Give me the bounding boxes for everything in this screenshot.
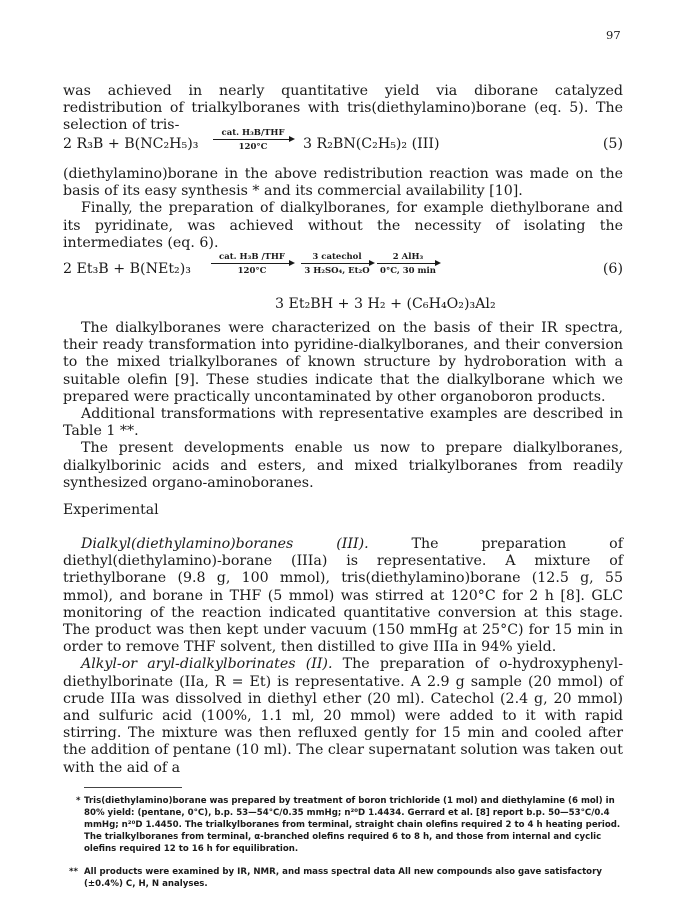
eq5-condition-bottom: 120°C — [238, 142, 268, 152]
eq6-step2-bottom: 3 H₂SO₄, Et₂O — [304, 266, 370, 276]
present-text: The present developments enable us now to prepare dialkylboranes, dialkylborinic acids and esters, and mixed trialkylboranes from readily synthesized organo-aminoboranes. — [63, 440, 623, 491]
exp2-paragraph — [63, 656, 623, 776]
equation-5 — [63, 128, 623, 162]
footnote-1-text: Tris(diethylamino)borane was prepared by treatment of boron trichloride (1 mol) and diethylamine (6 mol) in 80% yield: (pentane, 0°C), b.p. 53—54°C/0.35 mmHg; n²⁰D 1.4434. Gerrard et al. [8] report b.p. 50—53°C/0.4 mmHg; n²⁰D 1.4450. The trialkylboranes from terminal, straight chain olefins required 2 to 4 h heating period. The trialkylboranes from terminal, α-branched olefins required 6 to 8 h, and those from internal and cyclic olefins required 12 to 16 h for equilibration. — [84, 796, 621, 855]
footnote-1-marker: * — [76, 796, 81, 806]
eq5-condition-top: cat. H₃B/THF — [221, 128, 285, 138]
eq5-rhs: 3 R₂BN(C₂H₅)₂ (III) — [303, 136, 440, 152]
intro-text: was achieved in nearly quantitative yield via diborane catalyzed redistribution of trialkylboranes with tris(diethylamino)borane (eq. 5). The selection of tris- — [63, 83, 623, 134]
eq6-step3-top: 2 AlH₃ — [392, 252, 424, 262]
experimental-paragraphs — [63, 536, 623, 777]
exp2-text: The preparation of o-hydroxyphenyl-diethylborinate (IIa, R = Et) is representative. A 2.9 g sample (20 mmol) of crude IIIa was dissolved in diethyl ether (20 ml). Catechol (2.4 g, 20 mmol) and sulfuric acid (100%, 1.1 ml, 20 mmol) were added to it with rapid stirring. The mixture was then refluxed gently for 15 min and cooled after the addition of pentane (10 ml). The clear supernatant solution was taken out with the aid of a — [63, 656, 623, 776]
characterized-text: The dialkylboranes were characterized on the basis of their IR spectra, their ready transformation into pyridine-dialkylboranes, and their conversion to the mixed trialkylboranes of known structure by hydroboration with a suitable olefin [9]. These studies indicate that the dialkylborane which we prepared were practically uncontaminated by other organoboron products. — [63, 320, 623, 405]
eq6-arrow-2 — [301, 252, 373, 276]
eq5-arrow — [213, 128, 293, 152]
additional-text: Additional transformations with representative examples are described in Table 1 **. — [63, 406, 623, 440]
footnote-1 — [76, 795, 624, 855]
eq6-arrow-1 — [211, 252, 293, 276]
footnote-2 — [69, 866, 624, 890]
eq6-arrow-3 — [377, 252, 439, 276]
eq5-number: (5) — [602, 136, 623, 152]
eq5-lhs: 2 R₃B + B(NC₂H₅)₃ — [63, 136, 199, 152]
selection-paragraph — [63, 166, 623, 252]
page-number: 97 — [606, 28, 621, 42]
eq6-lhs: 2 Et₃B + B(NEt₂)₃ — [63, 261, 191, 277]
eq6-step1-bottom: 120°C — [237, 266, 267, 276]
intro-paragraph — [63, 83, 623, 135]
footnote-rule — [84, 787, 182, 788]
exp2-title: Alkyl-or aryl-dialkylborinates (II). — [81, 656, 333, 673]
results-paragraphs — [63, 320, 623, 492]
exp1-paragraph — [63, 536, 623, 656]
footnote-2-text: All products were examined by IR, NMR, and mass spectral data All new compounds also gave satisfactory (±0.4%) C, H, N analyses. — [84, 867, 602, 890]
footnote-2-marker: ** — [69, 867, 78, 877]
eq6-step2-top: 3 catechol — [312, 252, 362, 262]
eq6-step1-top: cat. H₃B /THF — [219, 252, 285, 262]
finally-text: Finally, the preparation of dialkylboranes, for example diethylborane and its pyridinate, was achieved without the necessity of isolating the intermediates (eq. 6). — [63, 200, 623, 251]
eq6-number: (6) — [602, 261, 623, 277]
exp1-title: Dialkyl(diethylamino)boranes (III). — [81, 536, 369, 552]
section-heading-experimental: Experimental — [63, 502, 159, 518]
equation-6 — [63, 254, 623, 284]
exp1-text: The preparation of diethyl(diethylamino)-borane (IIIa) is representative. A mixture of triethylborane (9.8 g, 100 mmol), tris(diethylamino)borane (12.5 g, 55 mmol), and borane in THF (5 mmol) was stirred at 120°C for 2 h [8]. GLC monitoring of the reaction indicated quantitative conversion at this stage. The product was then kept under vacuum (150 mmHg at 25°C) for 15 min in order to remove THF solvent, then distilled to give IIIa in 94% yield. — [63, 536, 623, 656]
eq6-products: 3 Et₂BH + 3 H₂ + (C₆H₄O₂)₃Al₂ — [275, 296, 496, 312]
selection-text: (diethylamino)borane in the above redistribution reaction was made on the basis of its easy synthesis * and its commercial availability [10]. — [63, 166, 623, 200]
eq6-step3-bottom: 0°C, 30 min — [380, 266, 436, 276]
